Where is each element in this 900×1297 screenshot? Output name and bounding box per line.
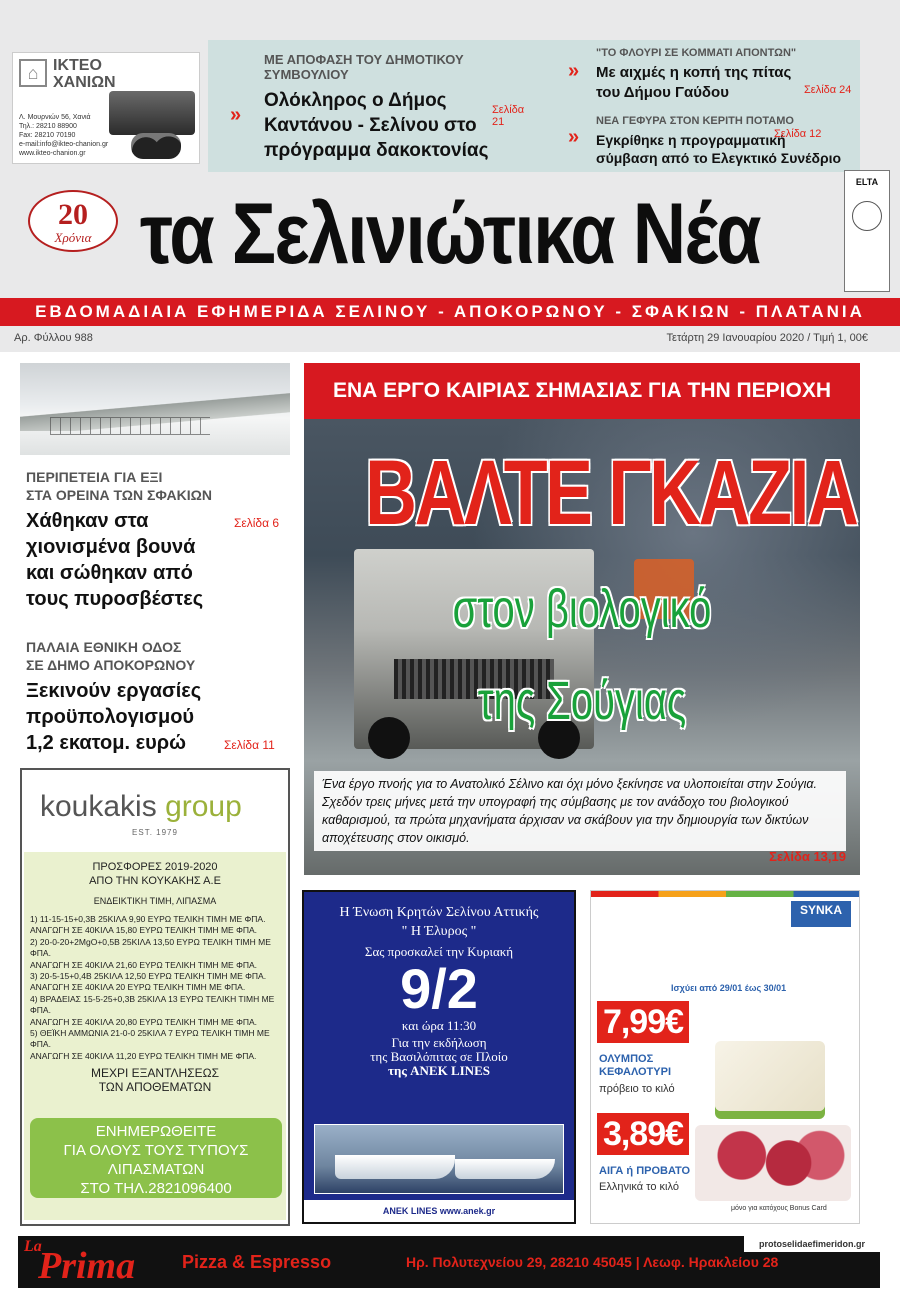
main-story-banner: ΕΝΑ ΕΡΓΟ ΚΑΙΡΙΑΣ ΣΗΜΑΣΙΑΣ ΓΙΑ ΤΗΝ ΠΕΡΙΟΧΗ (304, 363, 860, 419)
meat-photo (695, 1125, 851, 1201)
synka-validity: Ισχύει από 29/01 έως 30/01 (671, 983, 787, 993)
offers-indicative: ΕΝΔΕΙΚΤΙΚΗ ΤΙΜΗ, ΛΙΠΑΣΜΑ (93, 896, 217, 906)
snow-mountain-photo (20, 363, 290, 455)
ely-event: Για την εκδήλωση (391, 1035, 487, 1050)
laprima-tagline: Pizza & Espresso (182, 1252, 332, 1272)
teaser-left[interactable] (230, 52, 534, 163)
teaser-right-bottom-headline: Εγκρίθηκε η προγραμματική σύμβαση από το Ελεγκτικό Συνέδριο (596, 132, 842, 166)
story-apokoronas-page: Σελίδα 11 (224, 738, 275, 752)
elyros-ad[interactable] (302, 890, 576, 1224)
teaser-right-bottom[interactable] (568, 114, 858, 167)
main-lead: Ένα έργο πνοής για το Ανατολικό Σέλινο και όχι μόνο ξεκίνησε να υλοποιείται στην Σούγια. Σχεδόν τρεις μήνες μετά την υπογραφή της σύμβασης με τον ανάδοχο του βιολογικού καθαρισμού, τα πρώτα μηχανήματα άρχισαν να σκάβουν για την δημιουργία των δικτύων αποχέτευσης στον οικισμό. (314, 771, 846, 851)
koukakis-logo: koukakis group (40, 790, 242, 823)
koukakis-ad[interactable] (20, 768, 290, 1226)
ely-event-3: της ANEK LINES (388, 1063, 490, 1078)
list-item: ΑΝΑΓΩΓΗ ΣΕ 40ΚΙΛΑ 20 ΕΥΡΩ ΤΕΛΙΚΗ ΤΙΜΗ ΜΕ ΦΠΑ. (30, 982, 246, 993)
list-item: 5) ΘΕΪΚΗ ΑΜΜΩΝΙΑ 21-0-0 25ΚΙΛΑ 7 ΕΥΡΩ ΤΕΛΙΚΗ ΤΙΜΗ ΜΕ ΦΠΑ. (30, 1028, 270, 1050)
koukakis-offers (24, 852, 286, 1220)
teaser-right-bottom-kicker: ΝΕΑ ΓΕΦΥΡΑ ΣΤΟΝ ΚΕΡΙΤΗ ΠΟΤΑΜΟ (596, 115, 794, 127)
teaser-left-headline: Ολόκληρος ο Δήμος Καντάνου - Σελίνου στο πρόγραμμα δακοκτονίας (264, 90, 489, 161)
offers-title: ΠΡΟΣΦΟΡΕΣ 2019-2020 ΑΠΟ ΤΗΝ ΚΟΥΚΑΚΗΣ Α.Ε (89, 861, 221, 887)
story-sfakia-kicker: ΠΕΡΙΠΕΤΕΙΑ ΓΙΑ ΕΞΙ ΣΤΑ ΟΡΕΙΝΑ ΤΩΝ ΣΦΑΚΙΩΝ (26, 469, 212, 503)
laprima-address: Ηρ. Πολυτεχνείου 29, 28210 45045 | Λεωφ. Ηρακλείου 28 (406, 1254, 779, 1270)
synka-color-bar (591, 891, 860, 897)
ely-org: Η Ένωση Κρητών Σελίνου Αττικής (339, 905, 539, 920)
teaser-right-bottom-page: Σελίδα 12 (774, 128, 822, 140)
list-item: 4) ΒΡΑΔΕΙΑΣ 15-5-25+0,3B 25ΚΙΛΑ 13 ΕΥΡΩ ΤΕΛΙΚΗ ΤΙΜΗ ΜΕ ΦΠΑ. (30, 993, 275, 1016)
ely-date: 9/2 (400, 957, 478, 1020)
ely-time: και ώρα 11:30 (401, 1018, 477, 1033)
offer1-price: 7,99€ (597, 1001, 689, 1043)
laprima-logo-la: La (24, 1238, 42, 1255)
list-item: ΑΝΑΓΩΓΗ ΣΕ 40ΚΙΛΑ 21,60 ΕΥΡΩ ΤΕΛΙΚΗ ΤΙΜΗ ΜΕ ΦΠΑ. (30, 959, 258, 970)
offers-stock: ΜΕΧΡΙ ΕΞΑΝΤΛΗΣΕΩΣ ΤΩΝ ΑΠΟΘΕΜΑΤΩΝ (90, 1066, 220, 1095)
list-item: ΑΝΑΓΩΓΗ ΣΕ 40ΚΙΛΑ 20,80 ΕΥΡΩ ΤΕΛΙΚΗ ΤΙΜΗ ΜΕ ΦΠΑ. (30, 1016, 258, 1027)
synka-note: μόνο για κατόχους Bonus Card (731, 1205, 827, 1212)
teaser-right-top-headline: Με αιχμές η κοπή της πίτας του Δήμου Γαύδου (596, 64, 792, 101)
koukakis-contact-cta[interactable]: ΕΝΗΜΕΡΩΘΕΙΤΕ ΓΙΑ ΟΛΟΥΣ ΤΟΥΣ ΤΥΠΟΥΣ ΛΙΠΑΣΜΑΤΩΝ ΣΤΟ ΤΗΛ.2821096400 (30, 1118, 282, 1198)
offer2-sub: Ελληνικά το κιλό (599, 1181, 679, 1193)
ikteo-name: ΙΚΤΕΟ ΧΑΝΙΩΝ (53, 57, 116, 91)
story-apokoronas-kicker: ΠΑΛΑΙΑ ΕΘΝΙΚΗ ΟΔΟΣ ΣΕ ΔΗΜΟ ΑΠΟΚΟΡΩΝΟΥ (26, 639, 196, 673)
main-story-page: Σελίδα 13,19 (769, 849, 846, 864)
offers-list (24, 914, 286, 1062)
offer2-price: 3,89€ (597, 1113, 689, 1155)
teaser-box (208, 40, 860, 172)
masthead-strap: ΕΒΔΟΜΑΔΙΑΙΑ ΕΦΗΜΕΡΙΔΑ ΣΕΛΙΝΟΥ - ΑΠΟΚΟΡΩΝΟΥ - ΣΦΑΚΙΩΝ - ΠΛΑΤΑΝΙΑ (0, 298, 900, 326)
cheese-photo (715, 1041, 825, 1111)
chevron-right-icon: » (230, 104, 242, 126)
offer1-name: ΟΛΥΜΠΟΣ ΚΕΦΑΛΟΤΥΡΙ (599, 1053, 672, 1078)
ely-name: " Η Έλυρος " (401, 924, 477, 939)
list-item: ΑΝΑΓΩΓΗ ΣΕ 40ΚΙΛΑ 11,20 ΕΥΡΩ ΤΕΛΙΚΗ ΤΙΜΗ ΜΕ ΦΠΑ. (30, 1050, 257, 1061)
synka-ad[interactable] (590, 890, 860, 1224)
list-item: 2) 20-0-20+2MgO+0,5B 25ΚΙΛΑ 13,50 ΕΥΡΩ ΤΕΛΙΚΗ ΤΙΜΗ ΜΕ ΦΠΑ. (30, 936, 271, 959)
story-sfakia-page: Σελίδα 6 (234, 516, 280, 530)
anniversary-badge: 20 Χρόνια (28, 190, 118, 252)
teaser-right-top[interactable] (568, 46, 858, 103)
teaser-right-top-kicker: "ΤΟ ΦΛΟΥΡΙ ΣΕ ΚΟΜΜΑΤΙ ΑΠΟΝΤΩΝ" (596, 47, 797, 59)
teaser-left-page: Σελίδα 21 (492, 104, 525, 128)
story-sfakia[interactable] (26, 468, 296, 612)
ely-event-2: της Βασιλόπιτας σε Πλοίο (370, 1049, 508, 1064)
issue-date-price: Τετάρτη 29 Ιανουαρίου 2020 / Τιμή 1, 00€ (666, 332, 868, 344)
ely-invite: Σας προσκαλεί την Κυριακή (364, 944, 514, 959)
main-story[interactable] (304, 419, 860, 875)
ikteo-ad[interactable] (12, 52, 200, 164)
offer2-name: ΑΙΓΑ ή ΠΡΟΒΑΤΟ (599, 1165, 691, 1177)
main-headline: ΒΑΛΤΕ ΓΚΑΖΙΑ (365, 442, 857, 544)
watermark[interactable]: protoselidaefimeridon.gr (744, 1236, 880, 1252)
teaser-left-kicker: ΜΕ ΑΠΟΦΑΣΗ ΤΟΥ ΔΗΜΟΤΙΚΟΥ ΣΥΜΒΟΥΛΙΟΥ (264, 52, 464, 82)
laprima-logo: Prima (38, 1245, 136, 1287)
teaser-right-top-page: Σελίδα 24 (804, 84, 852, 96)
list-item: 1) 11-15-15+0,3B 25ΚΙΛΑ 9,90 ΕΥΡΩ ΤΕΛΙΚΗ ΤΙΜΗ ΜΕ ΦΠΑ. (30, 914, 266, 924)
offer1-sub: πρόβειο το κιλό (599, 1083, 675, 1095)
motorcycle-icon (131, 133, 181, 159)
chevron-right-icon: » (568, 60, 580, 82)
main-subheadline-2: της Σούγιας (477, 671, 687, 731)
ikteo-logo-icon: ⌂ (19, 59, 47, 87)
story-apokoronas[interactable] (26, 638, 296, 756)
ely-footer: ANEK LINES www.anek.gr (304, 1200, 574, 1222)
synka-logo: SYNKA (791, 901, 851, 927)
list-item: ΑΝΑΓΩΓΗ ΣΕ 40ΚΙΛΑ 15,80 ΕΥΡΩ ΤΕΛΙΚΗ ΤΙΜΗ ΜΕ ΦΠΑ. (30, 925, 258, 936)
chevron-right-icon: » (568, 126, 580, 148)
koukakis-est: EST. 1979 (132, 828, 178, 837)
main-subheadline-1: στον βιολογικό (452, 579, 712, 639)
story-sfakia-headline: Χάθηκαν στα χιονισμένα βουνά και σώθηκαν από τους πυροσβέστες (26, 510, 204, 610)
seal-icon (852, 201, 882, 231)
list-item: 3) 20-5-15+0,4B 25ΚΙΛΑ 12,50 ΕΥΡΩ ΤΕΛΙΚΗ ΤΙΜΗ ΜΕ ΦΠΑ. (30, 971, 267, 982)
story-apokoronas-headline: Ξεκινούν εργασίες προϋπολογισμού 1,2 εκατομ. ευρώ (26, 680, 202, 754)
ferry-photo (314, 1124, 564, 1194)
issue-number: Αρ. Φύλλου 988 (14, 332, 93, 344)
masthead-title[interactable]: τα Σελινιώτικα Νέα (140, 186, 760, 282)
ikteo-contact: Λ. Μουρνιών 56, Χανιά Τηλ.: 28210 88900 Fax: 28210 70190 e-mail:info@ikteo-chanion.gr www.ikteo-chanion.gr (19, 114, 109, 157)
elta-postage-stamp: ELTA (844, 170, 890, 292)
